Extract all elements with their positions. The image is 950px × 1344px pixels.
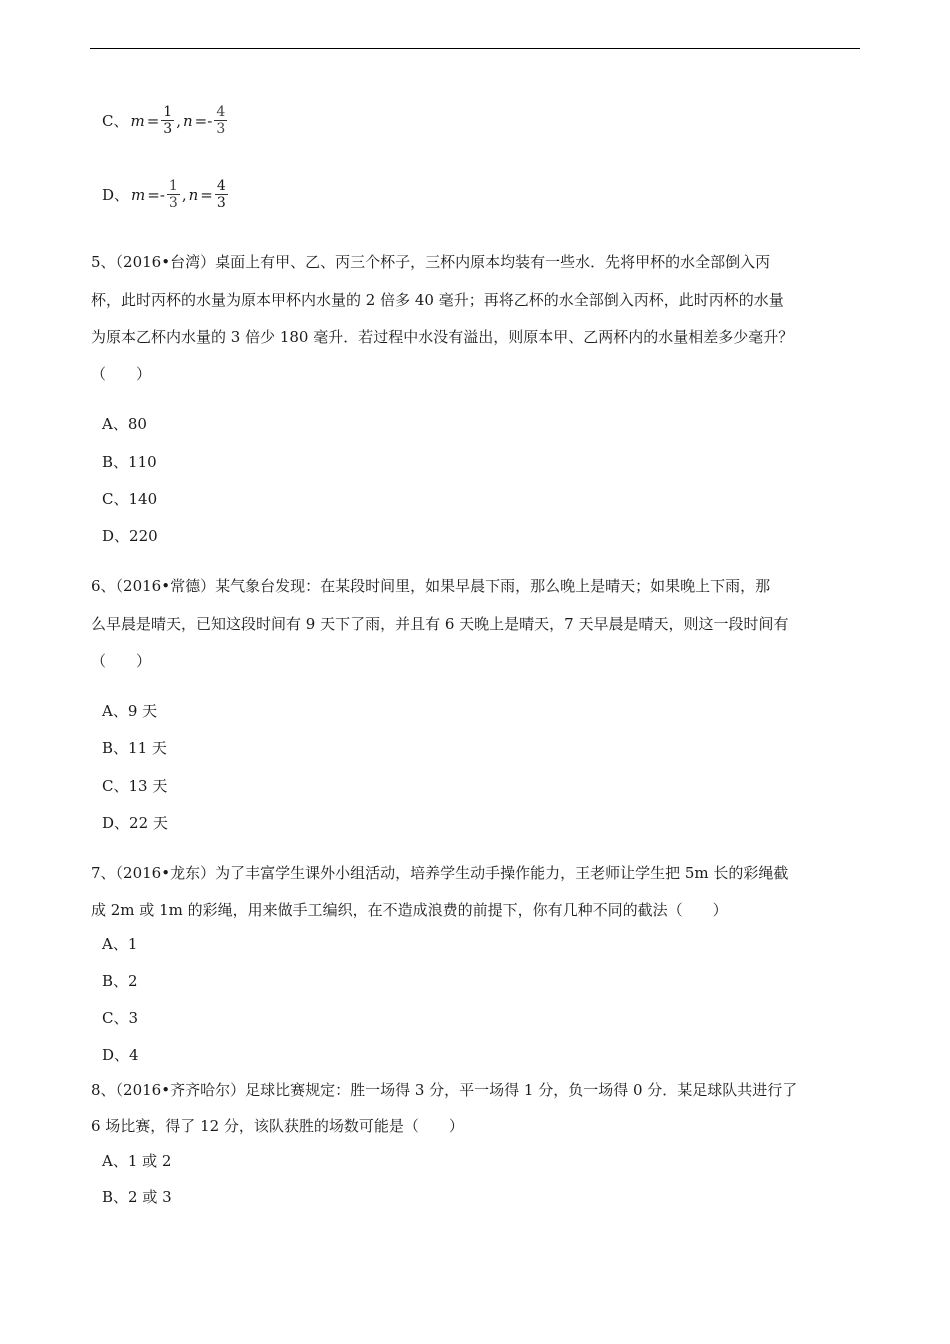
equals: =-	[194, 111, 213, 130]
q7-option-c[interactable]: C、3	[102, 1009, 139, 1027]
q6-answer-blank: （ ）	[91, 652, 152, 670]
equals: =	[146, 111, 160, 130]
q4-option-d[interactable]	[102, 178, 230, 211]
q5-answer-blank: （ ）	[91, 365, 152, 383]
numerator: 4	[216, 178, 226, 194]
fraction-m	[167, 178, 180, 211]
fraction-n	[215, 178, 228, 211]
separator: ,	[181, 185, 187, 204]
q5-stem-line-3: 为原本乙杯内水量的 3 倍少 180 毫升．若过程中水没有溢出，则原本甲、乙两杯内的水量相差多少毫升？	[91, 328, 794, 346]
separator: ,	[176, 111, 181, 130]
var-m: m	[131, 185, 146, 204]
q6-stem-line-1: 6、（2016•常德）某气象台发现：在某段时间里，如果早晨下雨，那么晚上是晴天；如果晚上下雨，那	[91, 577, 771, 595]
q5-option-d[interactable]: D、220	[102, 527, 158, 545]
fraction-n	[214, 104, 227, 137]
q6-option-a[interactable]: A、9 天	[102, 702, 158, 720]
denominator: 3	[168, 195, 178, 211]
q5-option-c[interactable]: C、140	[102, 490, 158, 508]
var-n: n	[188, 185, 199, 204]
option-label: D、	[102, 186, 130, 204]
q6-option-b[interactable]: B、11 天	[102, 739, 167, 757]
var-n: n	[183, 111, 193, 130]
q5-option-b[interactable]: B、110	[102, 453, 157, 471]
q7-option-a[interactable]: A、1	[102, 935, 138, 953]
option-label: C、	[102, 112, 129, 130]
numerator: 4	[216, 104, 226, 120]
q4-option-c[interactable]	[102, 104, 229, 137]
numerator: 1	[163, 104, 173, 120]
equals: =-	[147, 185, 165, 204]
q7-stem-line-2: 成 2m 或 1m 的彩绳，用来做手工编织，在不造成浪费的前提下，你有几种不同的截法（ ）	[91, 901, 728, 919]
q7-option-d[interactable]: D、4	[102, 1046, 139, 1064]
q5-stem-line-1: 5、（2016•台湾）桌面上有甲、乙、丙三个杯子，三杯内原本均装有一些水．先将甲杯的水全部倒入丙	[91, 253, 771, 271]
q8-option-a[interactable]: A、1 或 2	[102, 1152, 172, 1170]
denominator: 3	[216, 121, 226, 137]
q5-stem-line-2: 杯，此时丙杯的水量为原本甲杯内水量的 2 倍多 40 毫升；再将乙杯的水全部倒入丙杯，此时丙杯的水量	[91, 291, 784, 309]
q7-stem-line-1: 7、（2016•龙东）为了丰富学生课外小组活动，培养学生动手操作能力，王老师让学生把 5m 长的彩绳截	[91, 864, 789, 882]
fraction-m	[161, 104, 174, 137]
equals: =	[200, 185, 213, 204]
denominator: 3	[216, 195, 226, 211]
q6-stem-line-2: 么早晨是晴天，已知这段时间有 9 天下了雨，并且有 6 天晚上是晴天，7 天早晨是晴天，则这一段时间有	[91, 615, 789, 633]
q8-option-b[interactable]: B、2 或 3	[102, 1188, 172, 1206]
q5-option-a[interactable]: A、80	[102, 415, 147, 433]
q6-option-c[interactable]: C、13 天	[102, 777, 168, 795]
q8-stem-line-2: 6 场比赛，得了 12 分，该队获胜的场数可能是（ ）	[91, 1117, 464, 1135]
q8-stem-line-1: 8、（2016•齐齐哈尔）足球比赛规定：胜一场得 3 分，平一场得 1 分，负一场得 0 分．某足球队共进行了	[91, 1081, 798, 1099]
q7-option-b[interactable]: B、2	[102, 972, 138, 990]
header-rule	[90, 48, 860, 49]
denominator: 3	[163, 121, 173, 137]
var-m: m	[130, 111, 145, 130]
q6-option-d[interactable]: D、22 天	[102, 814, 168, 832]
numerator: 1	[168, 178, 178, 194]
